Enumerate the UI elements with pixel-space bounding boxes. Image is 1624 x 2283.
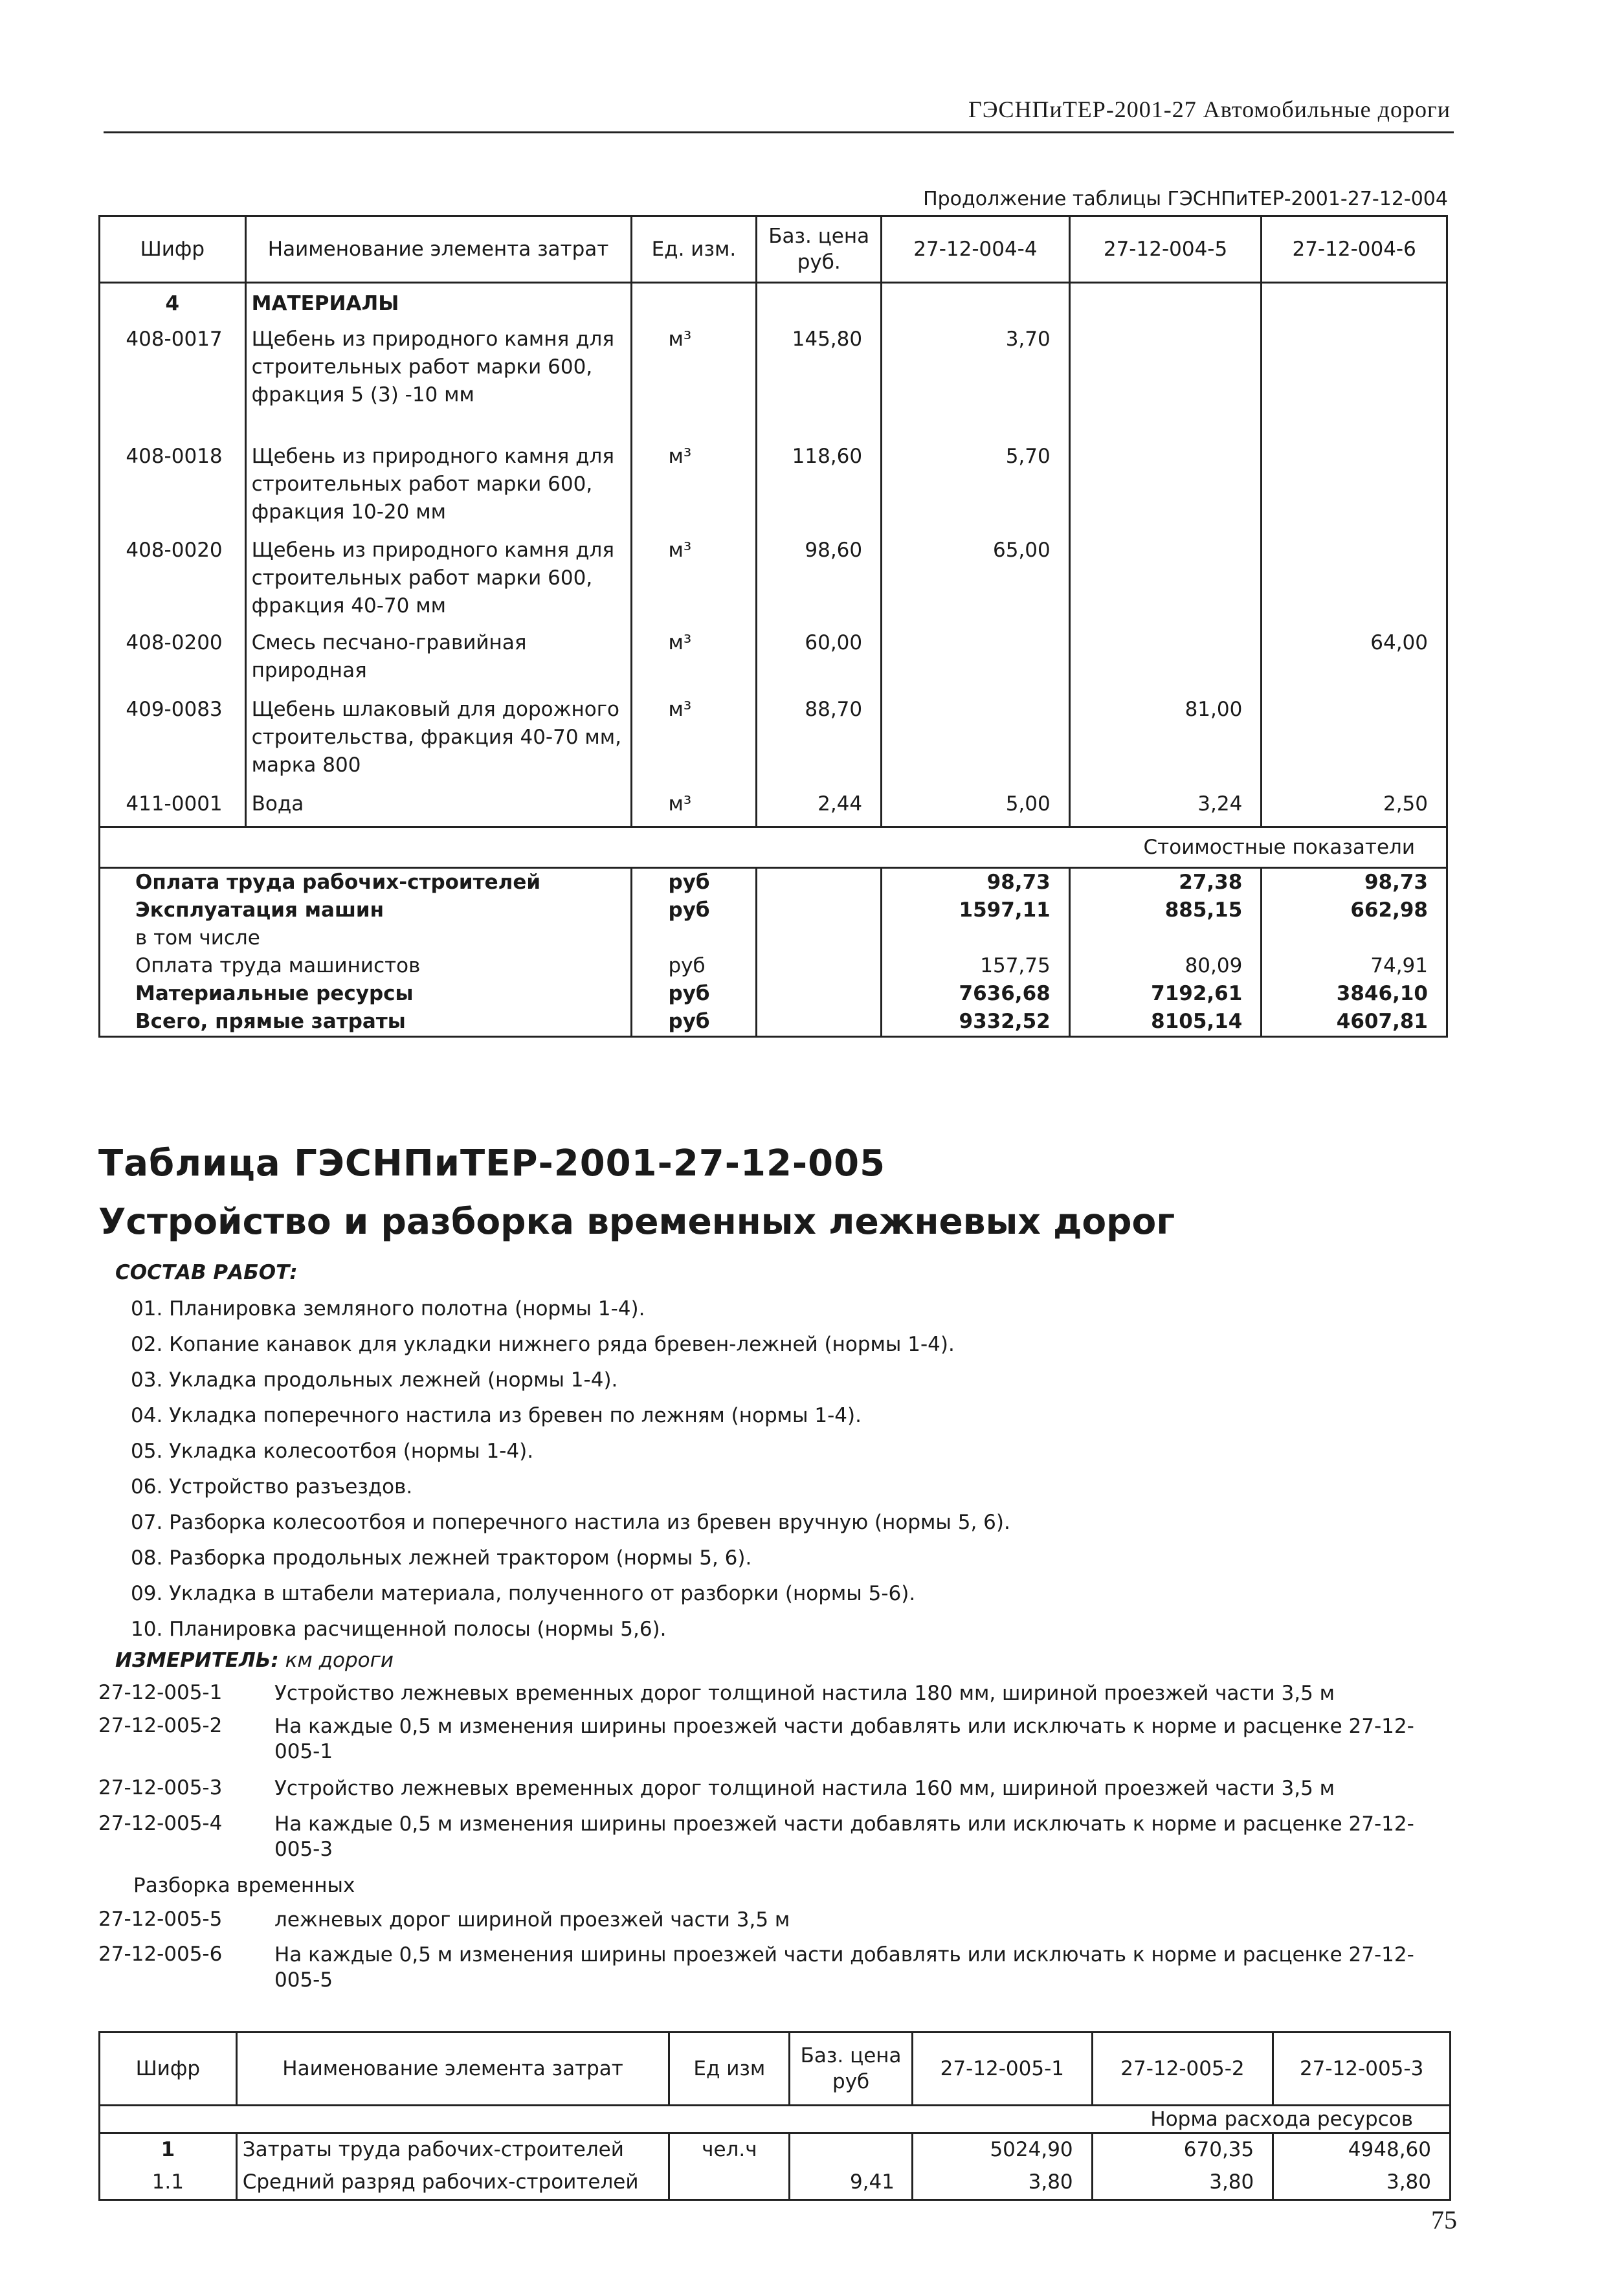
row-unit: м³ [631,537,757,629]
cost-name: Материальные ресурсы [100,980,632,1008]
norm-text: лежневых дорог шириной проезжей части 3,5 м [274,1908,790,1932]
labor-table [98,2031,1451,2201]
table-row [100,696,1447,790]
section-title: Устройство и разборка временных лежневых дорог [98,1201,1175,1242]
norm-code: 27-12-005-6 [98,1943,223,1966]
row-v6 [1262,326,1447,443]
cost-v5: 7192,61 [1069,980,1262,1008]
row-price: 88,70 [757,696,882,790]
row-v4: 3,70 [882,326,1070,443]
cost-unit: руб [631,1008,757,1037]
col-header-name: Наименование элемента затрат [236,2032,669,2106]
cost-unit: руб [631,868,757,897]
cost-v4: 98,73 [882,868,1070,897]
row-name: Щебень из природного камня для строительных работ марки 600, фракция 5 (3) -10 мм [245,326,631,443]
norm-code: 27-12-005-1 [98,1681,223,1704]
row-v5 [1069,443,1262,537]
section-code: 4 [100,283,246,326]
list-item: 10. Планировка расчищенной полосы (нормы 5,6). [131,1618,667,1641]
norm-list [98,1681,1451,2005]
row-name: Щебень шлаковый для дорожного строительства, фракция 40-70 мм, марка 800 [245,696,631,790]
list-item: 04. Укладка поперечного настила из бревен по лежням (нормы 1-4). [131,1404,862,1427]
cost-v5: 885,15 [1069,896,1262,924]
row-code: 1 [100,2133,237,2167]
cost-v4: 157,75 [882,952,1070,980]
norm-item [98,1908,1451,1943]
cost-v6: 4607,81 [1262,1008,1447,1037]
resource-norm-label: Норма расхода ресурсов [100,2106,1451,2133]
col-header-price: Баз. цена руб [790,2032,913,2106]
row-price: 2,44 [757,790,882,827]
row-v3: 4948,60 [1273,2133,1451,2167]
work-list [131,1291,1010,1647]
cost-name: Всего, прямые затраты [100,1008,632,1037]
row-unit: м³ [631,629,757,696]
col-header-norm-5: 27-12-004-5 [1069,216,1262,283]
running-header: ГЭСНПиТЕР-2001-27 Автомобильные дороги [968,96,1451,122]
cost-row [100,896,1447,924]
row-code: 409-0083 [100,696,246,790]
row-name: Щебень из природного камня для строительных работ марки 600, фракция 10-20 мм [245,443,631,537]
cost-unit: руб [631,896,757,924]
norm-text: На каждые 0,5 м изменения ширины проезжей части добавлять или исключать к норме и расценке 27-12-005-3 [274,1812,1414,1861]
norm-code: 27-12-005-3 [98,1776,223,1799]
row-v2: 670,35 [1092,2133,1273,2167]
row-v5: 81,00 [1069,696,1262,790]
row-v1: 3,80 [912,2166,1092,2200]
cost-v6: 98,73 [1262,868,1447,897]
norm-text: Устройство лежневых временных дорог толщиной настила 180 мм, шириной проезжей части 3,5 м [274,1682,1335,1705]
col-header-unit: Ед. изм. [631,216,757,283]
col-header-name: Наименование элемента затрат [245,216,631,283]
row-price [790,2133,913,2167]
list-item: 02. Копание канавок для укладки нижнего ряда бревен-лежней (нормы 1-4). [131,1333,955,1356]
norm-text: На каждые 0,5 м изменения ширины проезжей части добавлять или исключать к норме и расценке 27-12-005-5 [274,1943,1414,1992]
cost-unit: руб [631,980,757,1008]
cost-row [100,980,1447,1008]
section-row [100,283,1447,326]
table-row [100,2166,1451,2200]
table-header-row [100,216,1447,283]
cost-v4: 1597,11 [882,896,1070,924]
cost-name: в том числе [100,924,632,952]
norm-item [98,1714,1451,1776]
row-v5: 3,24 [1069,790,1262,827]
list-item: 05. Укладка колесоотбоя (нормы 1-4). [131,1440,534,1463]
col-header-norm-3: 27-12-005-3 [1273,2032,1451,2106]
list-item: 01. Планировка земляного полотна (нормы 1-4). [131,1297,645,1320]
col-header-norm-4: 27-12-004-4 [882,216,1070,283]
col-header-norm-6: 27-12-004-6 [1262,216,1447,283]
row-name: Средний разряд рабочих-строителей [236,2166,669,2200]
row-unit: м³ [631,443,757,537]
work-composition-label: СОСТАВ РАБОТ: [115,1261,298,1284]
page-number: 75 [1431,2205,1457,2234]
measure-line [115,1649,394,1672]
list-item: 03. Укладка продольных лежней (нормы 1-4). [131,1368,618,1392]
list-item: 09. Укладка в штабели материала, полученного от разборки (нормы 5-6). [131,1582,916,1605]
row-v4 [882,629,1070,696]
norm-text: Устройство лежневых временных дорог толщиной настила 160 мм, шириной проезжей части 3,5 м [274,1777,1335,1800]
section-name: МАТЕРИАЛЫ [245,283,631,326]
row-v4: 5,00 [882,790,1070,827]
norm-item [98,1776,1451,1812]
row-v6 [1262,537,1447,629]
row-name: Щебень из природного камня для строительных работ марки 600, фракция 40-70 мм [245,537,631,629]
row-unit: м³ [631,696,757,790]
norm-code: 27-12-005-4 [98,1812,223,1835]
row-v5 [1069,326,1262,443]
measure-value: км дороги [285,1649,394,1672]
row-code: 408-0020 [100,537,246,629]
table-row [100,629,1447,696]
row-v6 [1262,696,1447,790]
norm-code: 27-12-005-2 [98,1714,223,1737]
table-header-row [100,2032,1451,2106]
cost-row [100,868,1447,897]
row-name: Вода [245,790,631,827]
row-price: 98,60 [757,537,882,629]
cost-name: Оплата труда машинистов [100,952,632,980]
row-name: Затраты труда рабочих-строителей [236,2133,669,2167]
row-v5 [1069,629,1262,696]
row-v1: 5024,90 [912,2133,1092,2167]
table-row [100,790,1447,827]
table-row [100,2133,1451,2167]
cost-v6: 74,91 [1262,952,1447,980]
row-code: 411-0001 [100,790,246,827]
col-header-code: Шифр [100,2032,237,2106]
table-row [100,326,1447,443]
norm-item [98,1681,1451,1714]
cost-row [100,952,1447,980]
col-header-code: Шифр [100,216,246,283]
row-code: 408-0017 [100,326,246,443]
row-code: 408-0018 [100,443,246,537]
row-code: 408-0200 [100,629,246,696]
norm-code: 27-12-005-5 [98,1908,223,1931]
cost-name: Эксплуатация машин [100,896,632,924]
cost-v6: 662,98 [1262,896,1447,924]
cost-v5: 27,38 [1069,868,1262,897]
norm-item [98,1943,1451,2005]
row-v3: 3,80 [1273,2166,1451,2200]
row-v6 [1262,443,1447,537]
row-unit: чел.ч [669,2133,790,2167]
col-header-price: Баз. цена руб. [757,216,882,283]
row-unit: м³ [631,326,757,443]
cost-unit: руб [631,952,757,980]
cost-indicators-label: Стоимостные показатели [100,827,1447,868]
col-header-norm-1: 27-12-005-1 [912,2032,1092,2106]
row-price: 9,41 [790,2166,913,2200]
norm-text: На каждые 0,5 м изменения ширины проезжей части добавлять или исключать к норме и расценке 27-12-005-1 [274,1715,1414,1763]
cost-v6: 3846,10 [1262,980,1447,1008]
measure-label: ИЗМЕРИТЕЛЬ: [115,1649,279,1672]
row-v6: 64,00 [1262,629,1447,696]
row-unit: м³ [631,790,757,827]
materials-table [98,215,1448,1038]
row-v5 [1069,537,1262,629]
row-price: 118,60 [757,443,882,537]
row-v6: 2,50 [1262,790,1447,827]
table-continuation-caption: Продолжение таблицы ГЭСНПиТЕР-2001-27-12-004 [923,188,1448,210]
cost-name: Оплата труда рабочих-строителей [100,868,632,897]
cost-row [100,1008,1447,1037]
row-v4: 65,00 [882,537,1070,629]
row-v4: 5,70 [882,443,1070,537]
cost-header-row [100,827,1447,868]
list-item: 06. Устройство разъездов. [131,1475,413,1498]
norm-item [98,1812,1451,1874]
cost-row [100,924,1447,952]
cost-v5: 8105,14 [1069,1008,1262,1037]
row-price: 60,00 [757,629,882,696]
cost-v4: 7636,68 [882,980,1070,1008]
list-item: 07. Разборка колесоотбоя и поперечного настила из бревен вручную (нормы 5, 6). [131,1511,1010,1534]
table-heading: Таблица ГЭСНПиТЕР-2001-27-12-005 [98,1142,886,1185]
row-code: 1.1 [100,2166,237,2200]
norm-header-row [100,2106,1451,2133]
row-price: 145,80 [757,326,882,443]
row-name: Смесь песчано-гравийная природная [245,629,631,696]
table-row [100,443,1447,537]
cost-v4: 9332,52 [882,1008,1070,1037]
col-header-unit: Ед изм [669,2032,790,2106]
cost-v5: 80,09 [1069,952,1262,980]
row-v2: 3,80 [1092,2166,1273,2200]
table-row [100,537,1447,629]
dismantling-label: Разборка временных [133,1874,355,1897]
row-v4 [882,696,1070,790]
header-rule [104,131,1454,133]
list-item: 08. Разборка продольных лежней трактором (нормы 5, 6). [131,1546,752,1570]
row-unit [669,2166,790,2200]
col-header-norm-2: 27-12-005-2 [1092,2032,1273,2106]
